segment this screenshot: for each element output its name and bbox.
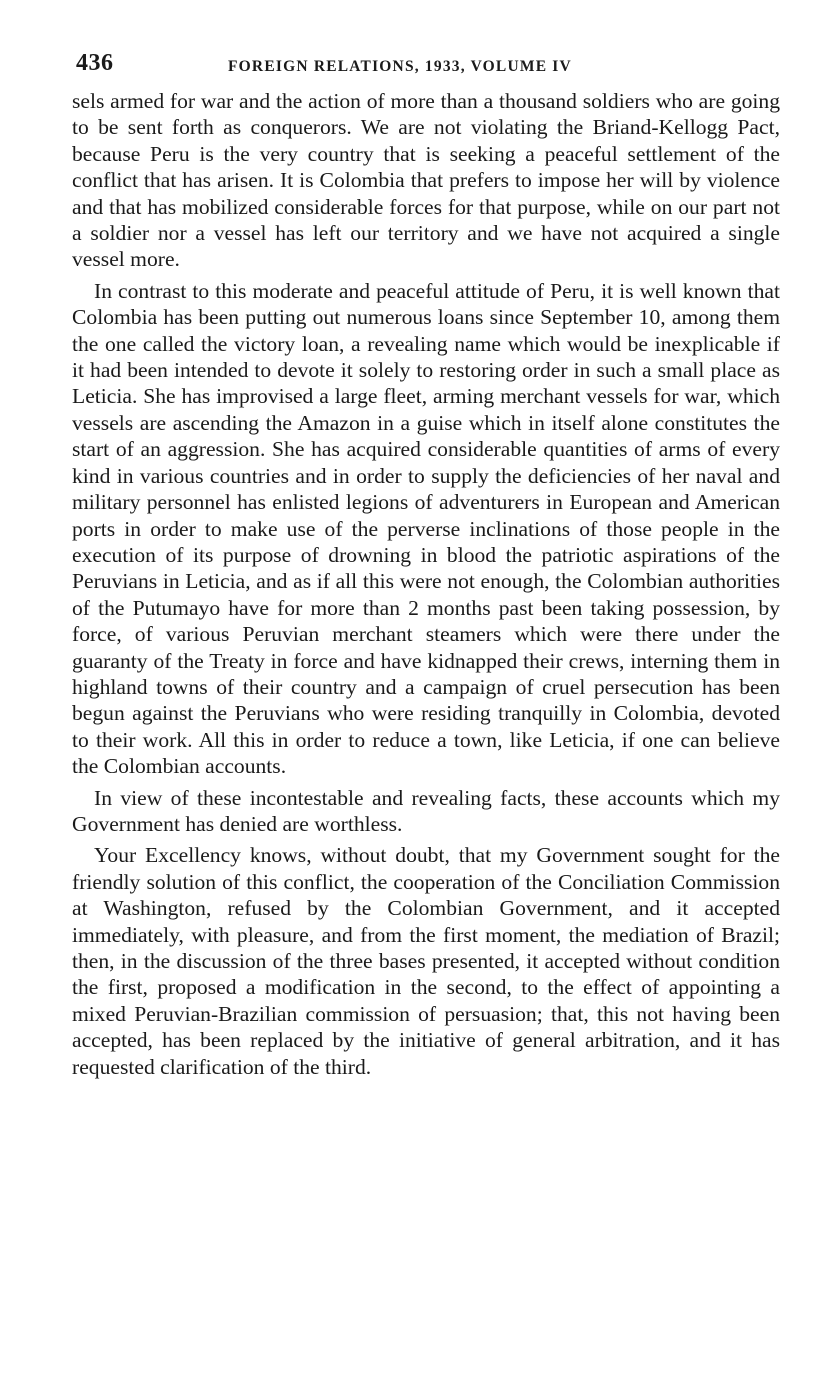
paragraph-continuation: sels armed for war and the action of more than a thousand soldiers who are going to be sent forth as conquerors. We are not violating the Briand-Kellogg Pact, because Peru is the very country that is seeking a peaceful settlement of the conflict that has arisen. It is Colombia that prefers to impose her will by violence and that has mobilized considerable forces for that purpose, while on our part not a soldier nor a vessel has left our territory and we have not acquired a single vessel more. bbox=[72, 89, 780, 272]
page-number: 436 bbox=[76, 50, 114, 76]
paragraph-mediation: Your Excellency knows, without doubt, that my Government sought for the friendly solution of this conflict, the cooperation of the Conciliation Commission at Washington, refused by the Colombian Government, and it accepted immediately, with pleasure, and from the first moment, the mediation of Brazil; then, in the discussion of the three bases presented, it accepted without condition the first, proposed a modification in the second, to the effect of appointing a mixed Peruvian-Brazilian commission of persuasion; that, this not having been accepted, has been replaced by the initiative of general arbitration, and it has requested clarification of the third. bbox=[72, 843, 780, 1079]
body-text bbox=[72, 88, 780, 1080]
paragraph-accounts-denied: In view of these incontestable and revealing facts, these accounts which my Government has denied are worthless. bbox=[72, 785, 780, 836]
paragraph-colombia-loans: In contrast to this moderate and peaceful attitude of Peru, it is well known that Colombia has been putting out numerous loans since September 10, among them the one called the victory loan, a revealing name which would be inexplicable if it had been intended to devote it solely to restoring order in such a small place as Leticia. She has improvised a large fleet, arming merchant vessels for war, which vessels are ascending the Amazon in a guise which in itself alone constitutes the start of an aggression. She has acquired considerable quantities of arms of every kind in various countries and in order to supply the deficiencies of her naval and military personnel has enlisted legions of adventurers in European and American ports in order to make use of the perverse inclinations of those people in the execution of its purpose of drowning in blood the patriotic aspirations of the Peruvians in Leticia, and as if all this were not enough, the Colombian authorities of the Putumayo have for more than 2 months past been taking possession, by force, of various Peruvian merchant steamers which were there under the guaranty of the Treaty in force and have kidnapped their crews, interning them in highland towns of their country and a campaign of cruel persecution has been begun against the Peruvians who were residing tranquilly in Colombia, devoted to their work. All this in order to reduce a town, like Leticia, if one can believe the Colombian accounts. bbox=[72, 278, 780, 779]
running-title: FOREIGN RELATIONS, 1933, VOLUME IV bbox=[228, 58, 572, 75]
running-head bbox=[72, 50, 780, 88]
document-page bbox=[72, 50, 780, 1085]
